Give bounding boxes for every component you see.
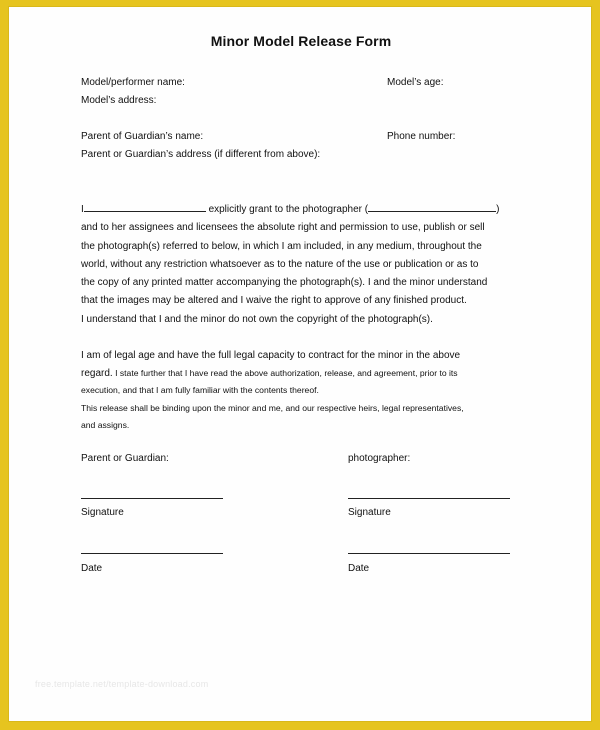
- legal-line-4: This release shall be binding upon the minor and me, and our respective heirs, legal representatives,: [81, 402, 464, 413]
- watermark-text: free.template.net/template-download.com: [35, 679, 209, 689]
- document-page: [8, 6, 592, 722]
- guardian-signature-line[interactable]: [81, 498, 223, 499]
- model-age-label: Model’s age:: [387, 77, 444, 88]
- grant-line-6: that the images may be altered and I waive the right to approve of any finished product.: [81, 295, 467, 307]
- guardian-signature-label: Signature: [81, 507, 124, 518]
- guardian-address-label: Parent or Guardian’s address (if different from above):: [81, 149, 321, 160]
- photographer-date-line[interactable]: [348, 553, 510, 554]
- grantor-name-blank: [84, 202, 206, 212]
- grant-line-7: I understand that I and the minor do not own the copyright of the photograph(s).: [81, 313, 433, 325]
- grant-line-1: I explicitly grant to the photographer ( ): [81, 204, 500, 215]
- model-name-label: Model/performer name:: [81, 77, 185, 88]
- phone-number-label: Phone number:: [387, 131, 456, 142]
- grant-line-3: the photograph(s) referred to below, in which I am included, in any medium, throughout the: [81, 240, 482, 252]
- guardian-heading: Parent or Guardian:: [81, 453, 169, 464]
- photographer-signature-label: Signature: [348, 507, 391, 518]
- legal-line-3: execution, and that I am fully familiar with the contents thereof.: [81, 385, 319, 395]
- photographer-name-blank: [368, 202, 496, 212]
- legal-line-1: I am of legal age and have the full legal capacity to contract for the minor in the above: [81, 350, 461, 361]
- photographer-date-label: Date: [348, 563, 370, 574]
- photographer-signature-line[interactable]: [348, 498, 510, 499]
- legal-line-5: and assigns.: [81, 420, 130, 430]
- grant-line-2: and to her assignees and licensees the absolute right and permission to use, publish or sell: [81, 222, 485, 234]
- page-title: Minor Model Release Form: [210, 33, 392, 49]
- guardian-name-label: Parent of Guardian’s name:: [81, 131, 204, 142]
- guardian-date-label: Date: [81, 563, 103, 574]
- legal-line-2: regard. I state further that I have read the above authorization, release, and agreement, prior to its: [81, 367, 458, 379]
- grant-line-5: the copy of any printed matter accompanying the photograph(s). I and the minor understand: [81, 277, 488, 289]
- model-address-label: Model’s address:: [81, 95, 157, 106]
- grant-line-4: world, without any restriction whatsoever as to the nature of the use or publication or as to: [81, 258, 479, 270]
- guardian-date-line[interactable]: [81, 553, 223, 554]
- grant-paragraph: [81, 201, 499, 329]
- legal-paragraph: [81, 347, 464, 435]
- photographer-heading: photographer:: [348, 453, 411, 464]
